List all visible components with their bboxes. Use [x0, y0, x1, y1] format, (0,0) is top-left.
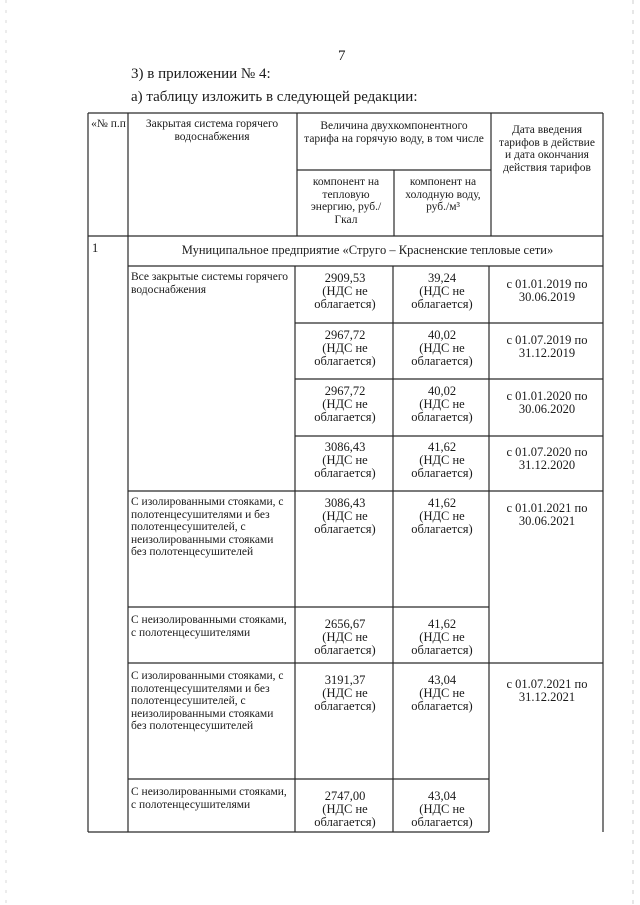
- water-tariff-value: 40,02: [427, 384, 457, 398]
- system-type: Все закрытые системы горячего водоснабжения: [131, 271, 288, 296]
- vat-note: (НДС не облагается): [314, 284, 376, 311]
- row-number: 1: [92, 241, 99, 255]
- vat-note: (НДС не облагается): [411, 341, 473, 368]
- vat-note: (НДС не облагается): [411, 284, 473, 311]
- vat-note: (НДС не облагается): [411, 802, 473, 829]
- header-tariff: Величина двухкомпонентного тарифа на горячую воду, в том числе: [304, 120, 484, 145]
- tariff-period: с 01.07.2020 по 31.12.2020: [506, 445, 588, 472]
- header-heat-component: компонент на тепловую энергию, руб./Гкал: [310, 176, 382, 226]
- vat-note: (НДС не облагается): [314, 341, 376, 368]
- page-number: 7: [338, 48, 346, 64]
- vat-note: (НДС не облагается): [314, 802, 376, 829]
- amendment-subitem: а) таблицу изложить в следующей редакции:: [131, 89, 418, 105]
- system-type: С изолированными стояками, с полотенцесушителями и без полотенцесушителей, с неизолированными стояками без полотенцесушителей: [131, 496, 284, 558]
- water-tariff-value: 40,02: [427, 328, 457, 342]
- heat-tariff-value: 3191,37: [324, 673, 366, 687]
- tariff-period: с 01.01.2020 по 30.06.2020: [506, 389, 588, 416]
- heat-tariff-value: 2967,72: [324, 384, 366, 398]
- vat-note: (НДС не облагается): [411, 686, 473, 713]
- header-water-component: компонент на холодную воду, руб./м³: [405, 176, 481, 213]
- system-type: С неизолированными стояками, с полотенцесушителями: [131, 786, 287, 811]
- heat-tariff-value: 2747,00: [324, 789, 366, 803]
- vat-note: (НДС не облагается): [314, 397, 376, 424]
- water-tariff-value: 41,62: [427, 496, 457, 510]
- system-type: С изолированными стояками, с полотенцесушителями и без полотенцесушителей, с неизолированными стояками без полотенцесушителей: [131, 670, 284, 732]
- vat-note: (НДС не облагается): [314, 630, 376, 657]
- water-tariff-value: 41,62: [427, 440, 457, 454]
- water-tariff-value: 41,62: [427, 617, 457, 631]
- vat-note: (НДС не облагается): [314, 509, 376, 536]
- water-tariff-value: 39,24: [427, 271, 457, 285]
- heat-tariff-value: 2909,53: [324, 271, 366, 285]
- tariff-period: с 01.07.2021 по 31.12.2021: [506, 677, 588, 704]
- header-system: Закрытая система горячего водоснабжения: [145, 118, 279, 143]
- vat-note: (НДС не облагается): [411, 630, 473, 657]
- water-tariff-value: 43,04: [427, 673, 457, 687]
- amendment-item: 3) в приложении № 4:: [131, 66, 271, 82]
- water-tariff-value: 43,04: [427, 789, 457, 803]
- organization-name: Муниципальное предприятие «Стругo – Красненские тепловые сети»: [181, 243, 554, 257]
- tariff-period: с 01.01.2019 по 30.06.2019: [506, 277, 588, 304]
- vat-note: (НДС не облагается): [411, 509, 473, 536]
- heat-tariff-value: 2656,67: [324, 617, 366, 631]
- tariff-period: с 01.01.2021 по 30.06.2021: [506, 501, 588, 528]
- heat-tariff-value: 3086,43: [324, 440, 366, 454]
- heat-tariff-value: 2967,72: [324, 328, 366, 342]
- heat-tariff-value: 3086,43: [324, 496, 366, 510]
- vat-note: (НДС не облагается): [314, 453, 376, 480]
- tariff-period: с 01.07.2019 по 31.12.2019: [506, 333, 588, 360]
- vat-note: (НДС не облагается): [314, 686, 376, 713]
- system-type: С неизолированными стояками, с полотенцесушителями: [131, 614, 287, 639]
- vat-note: (НДС не облагается): [411, 397, 473, 424]
- header-number: «№ п.п: [91, 118, 126, 130]
- vat-note: (НДС не облагается): [411, 453, 473, 480]
- header-dates: Дата введения тарифов в действие и дата окончания действия тарифов: [499, 124, 595, 174]
